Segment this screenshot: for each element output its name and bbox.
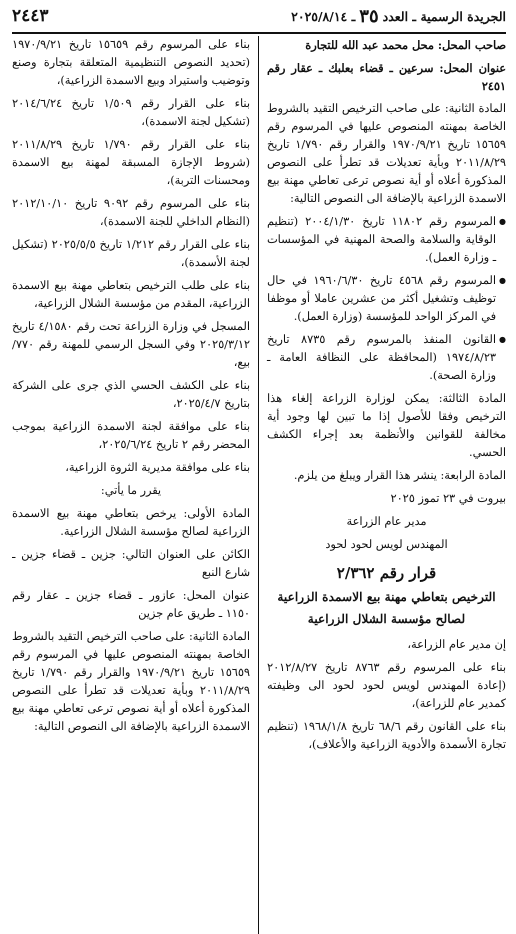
decides-line: يقرر ما يأتي: [100,484,162,497]
legal-basis: بناء على القرار رقم ١/٥٠٩ تاريخ ٢٠١٤/٦/٢٤ (تشكيل لجنة الاسمدة)، [12,97,250,128]
list-item: ● المرسوم رقم ١١٨٠٢ تاريخ ٢٠٠٤/١/٣٠ (تنظيم الوقاية والسلامة والصحة المهنية في المؤسسات ـ وزارة العمل). [267,213,506,267]
legal-basis: بناء على الكشف الحسي الذي جرى على الشركة بتاريخ ٢٠٢٥/٤/٧، [12,379,250,410]
registration: المسجل في وزارة الزراعة تحت رقم ٤/١٥٨٠ تاريخ ٢٠٢٥/٣/١٢ وفي السجل الرسمي للمهنة رقم ٧٧٠/ بيع، [12,320,250,369]
legal-basis: بناء على القرار رقم ١/٧٩٠ تاريخ ٢٠١١/٨/٢٩ (شروط الإجازة المسبقة لمهنة بيع الاسمدة ومحسنات التربة)، [12,138,250,187]
business-location: الكائن على العنوان التالي: جزين ـ قضاء جزين ـ شارع النبع [12,548,250,579]
article-1: المادة الأولى: يرخص بتعاطي مهنة بيع الاسمدة الزراعية لصالح مؤسسة الشلال الزراعية. [12,507,250,538]
decision-number: قرار رقم ٢/٣٦٢ [336,564,437,582]
columns [12,36,506,934]
decision-title: الترخيص بتعاطي مهنة بيع الاسمدة الزراعية لصالح مؤسسة الشلال الزراعية [277,590,496,626]
signer-title: مدير عام الزراعة [346,515,427,528]
article-3: المادة الثالثة: يمكن لوزارة الزراعة إلغاء هذا الترخيص وفقا للأصول إذا ما تبين لها وجود أية مخالفة للقوانين والأنظمة بعد إجراء الكشف الحسي. [267,392,506,459]
legal-basis: بناء على موافقة لجنة الاسمدة الزراعية بموجب المحضر رقم ٢ تاريخ ٢٠٢٥/٦/٢٤، [12,420,250,451]
list-item: ● القانون المنفذ بالمرسوم رقم ٨٧٣٥ تاريخ ١٩٧٤/٨/٢٣ (المحافظة على النظافة العامة ـ وزارة الصحة). [267,331,506,385]
legal-basis: بناء على طلب الترخيص بتعاطي مهنة بيع الاسمدة الزراعية، المقدم من مؤسسة الشلال الزراعية، [12,279,250,310]
article-2: المادة الثانية: على صاحب الترخيص التقيد بالشروط الخاصة بمهنته المنصوص عليها في المرسوم رقم ١٥٦٥٩ تاريخ ١٩٧٠/٩/٢١ والقرار رقم ١/٧٩٠ تاريخ ٢٠١١/٨/٢٩ وبأية تعديلات قد تطرأ على النصوص المذكورة أعلاه أو أية نصوص ترعى تعاطي مهنة بيع الاسمدة الزراعية بالإضافة الى النصوص التالية: [267,102,506,205]
page-header [12,0,506,34]
place-date: بيروت في ٢٣ تموز ٢٠٢٥ [390,492,506,505]
decision-intro: إن مدير عام الزراعة، [407,638,506,651]
header-title-group [291,6,506,27]
article-2: المادة الثانية: على صاحب الترخيص التقيد بالشروط الخاصة بمهنته المنصوص عليها في المرسوم رقم ١٥٦٥٩ تاريخ ١٩٧٠/٩/٢١ والقرار رقم ١/٧٩٠ تاريخ ٢٠١١/٨/٢٩ وبأية تعديلات قد تطرأ على النصوص المذكورة أعلاه أو أية نصوص ترعى تعاطي مهنة بيع الاسمدة الزراعية بالإضافة الى النصوص التالية: [12,630,250,733]
issue-number: ٣٥ [359,5,379,27]
left-column [12,36,259,934]
list-item: ● المرسوم رقم ٤٥٦٨ تاريخ ١٩٦٠/٦/٣٠ في حال توظيف وتشغيل أكثر من عشرين عاملا أو موظفا في المركز الواحد للمؤسسة (وزارة العمل). [267,272,506,326]
legal-basis: بناء على المرسوم رقم ١٥٦٥٩ تاريخ ١٩٧٠/٩/٢١ (تحديد النصوص التنظيمية المتعلقة بتجارة وصنع وتوضيب واستيراد وبيع الاسمدة الزراعية)، [12,38,250,87]
signer-name: المهندس لويس لحود لحود [325,538,448,551]
issue-date: ـ ٢٠٢٥/٨/١٤ [291,8,356,24]
shop-address: عنوان المحل: عازور ـ قضاء جزين ـ عقار رقم ١١٥٠ ـ طريق عام جزين [12,589,250,620]
article-4: المادة الرابعة: ينشر هذا القرار ويبلغ من يلزم. [293,469,506,482]
shop-address: عنوان المحل: سرعين ـ قضاء بعلبك ـ عقار رقم ٢٤٥١ [267,61,506,93]
right-column [259,36,506,934]
gazette-name: الجريدة الرسمية ـ العدد [382,8,506,24]
page-number: ٢٤٤٣ [12,6,49,26]
legal-basis: بناء على المرسوم رقم ٩٠٩٢ تاريخ ٢٠١٢/١٠/١٠ (النظام الداخلي للجنة الاسمدة)، [12,197,250,228]
legal-basis: بناء على موافقة مديرية الثروة الزراعية، [65,461,250,474]
shop-owner: صاحب المحل: محل محمد عبد الله للتجارة [305,38,506,52]
legal-basis: بناء على القانون رقم ٦٨/٦ تاريخ ١٩٦٨/١/٨ (تنظيم تجارة الأسمدة والأدوية الزراعية والأعلاف)، [267,720,506,751]
legal-basis: بناء على المرسوم رقم ٨٧٦٣ تاريخ ٢٠١٢/٨/٢٧ (إعادة المهندس لويس لحود لحود الى وظيفته كمدير عام للزراعة)، [267,661,506,710]
legal-basis: بناء على القرار رقم ١/٢١٢ تاريخ ٢٠٢٥/٥/٥ (تشكيل لجنة الأسمدة)، [12,238,250,269]
